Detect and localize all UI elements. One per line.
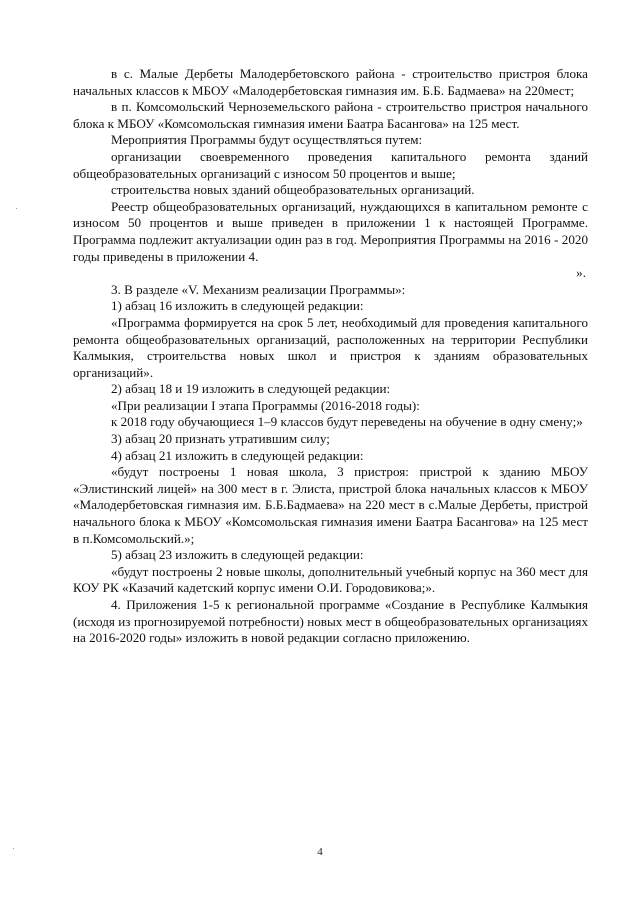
paragraph: «будут построены 2 новые школы, дополнительный учебный корпус на 360 мест для КОУ РК «Казачий кадетский корпус имени О.И. Городовикова;».	[73, 563, 588, 596]
paragraph: 2) абзац 18 и 19 изложить в следующей редакции:	[111, 381, 391, 397]
paragraph: Реестр общеобразовательных организаций, нуждающихся в капитальном ремонте с износом 50 процентов и выше приведен в приложении 1 к настоящей Программе. Программа подлежит актуализации один раз в год. Мероприятия Программы на 2016 - 2020 годы приведены в приложении 4.	[73, 198, 588, 264]
paragraph: к 2018 году обучающиеся 1–9 классов будут переведены на обучение в одну смену;»	[111, 414, 583, 430]
paragraph: 3. В разделе «V. Механизм реализации Программы»:	[111, 281, 406, 297]
paragraph: «Программа формируется на срок 5 лет, необходимый для проведения капитального ремонта общеобразовательных организаций, расположенных на территории Республики Калмыкия, строительства новых школ и пристроя к зданиям образовательных организаций».	[73, 314, 588, 380]
paragraph: строительства новых зданий общеобразовательных организаций.	[111, 182, 475, 198]
paragraph: «При реализации I этапа Программы (2016-2018 годы):	[111, 397, 420, 413]
scan-speck	[16, 208, 17, 209]
paragraph: 5) абзац 23 изложить в следующей редакции:	[111, 547, 364, 563]
paragraph: 4) абзац 21 изложить в следующей редакции:	[111, 447, 364, 463]
paragraph: «будут построены 1 новая школа, 3 пристроя: пристрой к зданию МБОУ «Элистинский лицей» на 300 мест в г. Элиста, пристрой блока начальных классов к МБОУ «Малодербетовская гимназия им. Б.Б.Бадмаева» на 220 мест в с.Малые Дербеты, пристрой начального блока к МБОУ «Комсомольская гимназия имени Баатра Басангова» на 125 мест в п.Комсомольский.»;	[73, 464, 588, 546]
paragraph: 1) абзац 16 изложить в следующей редакции:	[111, 298, 364, 314]
paragraph: Мероприятия Программы будут осуществляться путем:	[111, 132, 423, 148]
paragraph: в п. Комсомольский Черноземельского района - строительство пристроя начального блока к МБОУ «Комсомольская гимназия имени Баатра Басангова» на 125 мест.	[73, 99, 588, 131]
page-number: 4	[317, 846, 323, 858]
paragraph: 3) абзац 20 признать утратившим силу;	[111, 431, 330, 447]
closing-quote: ».	[576, 265, 586, 281]
document-body	[73, 66, 588, 647]
paragraph: организации своевременного проведения капитального ремонта зданий общеобразовательных организаций с износом 50 процентов и выше;	[73, 148, 588, 181]
paragraph: в с. Малые Дербеты Малодербетовского района - строительство пристроя блока начальных классов к МБОУ «Малодербетовская гимназия им. Б.Б. Бадмаева» на 220мест;	[73, 66, 588, 98]
paragraph: 4. Приложения 1-5 к региональной программе «Создание в Республике Калмыкия (исходя из прогнозируемой потребности) новых мест в общеобразовательных организациях на 2016-2020 годы» изложить в новой редакции согласно приложению.	[73, 597, 588, 646]
scan-speck	[13, 848, 14, 849]
